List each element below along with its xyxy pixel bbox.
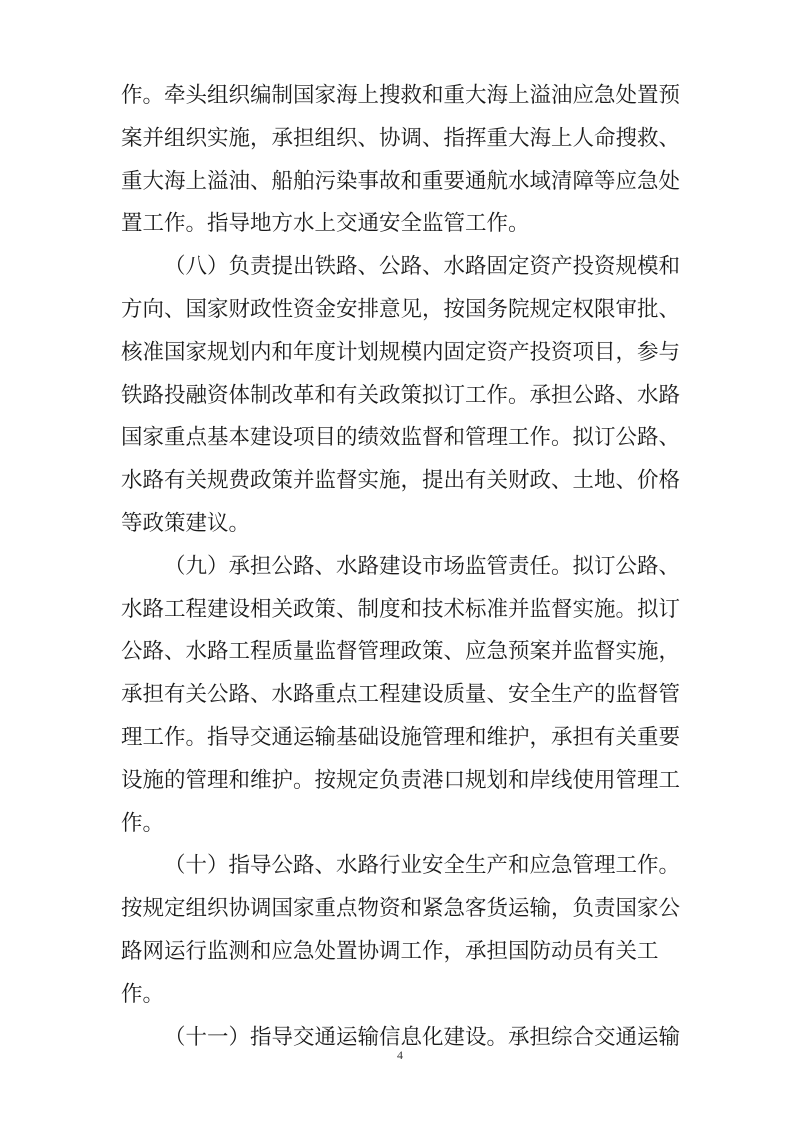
paragraph-start-line: （十一）指导交通运输信息化建设。承担综合交通运输: [164, 1024, 681, 1050]
text-line: 案并组织实施，承担组织、协调、指挥重大海上人命搜救、: [121, 125, 681, 151]
text-line: 重大海上溢油、船舶污染事故和重要通航水域清障等应急处: [121, 168, 681, 194]
text-line: 按规定组织协调国家重点物资和紧急客货运输，负责国家公: [121, 896, 681, 922]
text-line: 方向、国家财政性资金安排意见，按国务院规定权限审批、: [121, 297, 681, 322]
paragraph-start-line: （八）负责提出铁路、公路、水路固定资产投资规模和: [164, 254, 681, 280]
text-line: 承担有关公路、水路重点工程建设质量、安全生产的监督管: [121, 682, 681, 708]
text-line: 置工作。指导地方水上交通安全监管工作。: [121, 211, 530, 237]
text-line: 等政策建议。: [121, 511, 251, 536]
text-line: 作。牵头组织编制国家海上搜救和重大海上溢油应急处置预: [121, 83, 681, 108]
text-line: 设施的管理和维护。按规定负责港口规划和岸线使用管理工: [121, 767, 681, 793]
text-line: 路网运行监测和应急处置协调工作，承担国防动员有关工: [121, 939, 659, 964]
text-line: 铁路投融资体制改革和有关政策拟订工作。承担公路、水路: [121, 382, 681, 408]
page-number: 4: [397, 1048, 403, 1062]
text-line: 国家重点基本建设项目的绩效监督和管理工作。拟订公路、: [121, 425, 681, 451]
text-line: 公路、水路工程质量监督管理政策、应急预案并监督实施，: [121, 639, 681, 665]
text-line: 理工作。指导交通运输基础设施管理和维护，承担有关重要: [121, 725, 681, 750]
text-line: 水路工程建设相关政策、制度和技术标准并监督实施。拟订: [121, 596, 681, 622]
text-line: 水路有关规费政策并监督实施，提出有关财政、土地、价格: [121, 468, 681, 494]
paragraph-start-line: （十）指导公路、水路行业安全生产和应急管理工作。: [164, 853, 681, 879]
text-line: 作。: [121, 810, 165, 836]
text-line: 作。: [121, 981, 165, 1007]
paragraph-start-line: （九）承担公路、水路建设市场监管责任。拟订公路、: [164, 553, 681, 579]
text-line: 核准国家规划内和年度计划规模内固定资产投资项目，参与: [121, 339, 681, 365]
